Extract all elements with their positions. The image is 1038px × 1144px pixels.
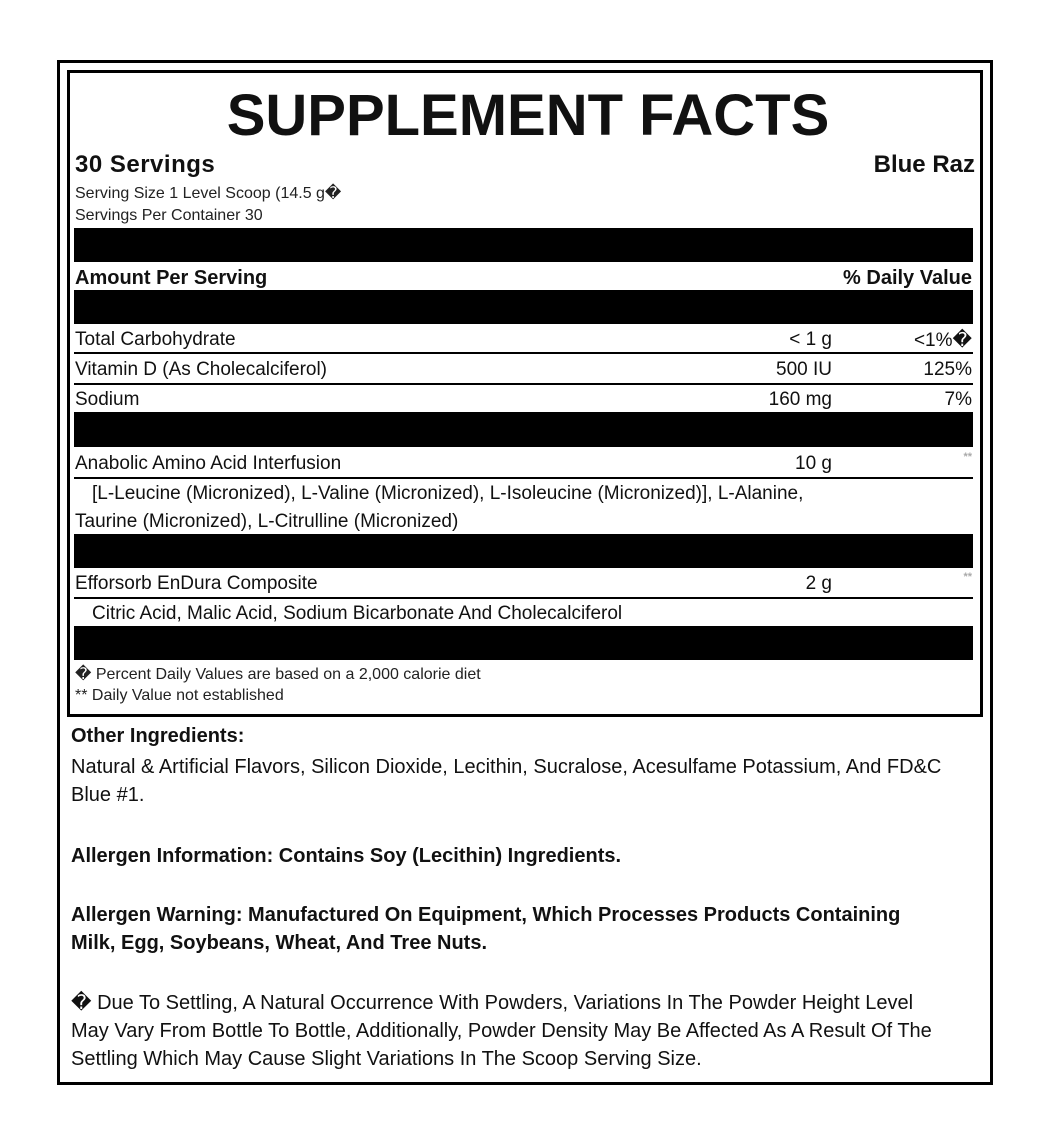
allergen-information: Allergen Information: Contains Soy (Lecithin) Ingredients. [71, 845, 622, 867]
daily-value-label: % Daily Value [843, 267, 972, 289]
blend-name: Efforsorb EnDura Composite [75, 573, 318, 594]
nutrient-dv: 125% [923, 359, 972, 380]
blend-ingredients: Taurine (Micronized), L-Citrulline (Micronized) [75, 511, 459, 532]
panel-title: SUPPLEMENT FACTS [226, 83, 830, 148]
blend-ingredients: [L-Leucine (Micronized), L-Valine (Micronized), L-Isoleucine (Micronized)], L-Alanine, [92, 483, 804, 504]
nutrient-amount: 500 IU [776, 359, 832, 380]
nutrient-name: Vitamin D (As Cholecalciferol) [75, 359, 328, 380]
blend-dv-marker: ** [963, 571, 972, 583]
servings-per-container: Servings Per Container 30 [75, 207, 263, 224]
allergen-warning: Allergen Warning: Manufactured On Equipment, Which Processes Products Containing Milk, Egg, Soybeans, Wheat, And Tree Nuts. [71, 904, 901, 954]
blend-name: Anabolic Amino Acid Interfusion [75, 453, 342, 474]
settling-notice: � Due To Settling, A Natural Occurrence With Powders, Variations In The Powder Height Level May Vary From Bottle To Bottle, Additionally, Powder Density May Be Affected As A Result Of The Settling Which May Cause Slight Variations In The Scoop Serving Size. [71, 992, 932, 1070]
row-divider [74, 352, 973, 354]
nutrient-name: Total Carbohydrate [75, 329, 236, 350]
blend-dv-marker: ** [963, 451, 972, 463]
flavor-name: Blue Raz [873, 151, 975, 178]
nutrient-dv: 7% [944, 389, 972, 410]
blend-amount: 10 g [795, 453, 832, 474]
blend-amount: 2 g [805, 573, 832, 594]
row-divider [74, 597, 973, 599]
footnote-daily-values: � Percent Daily Values are based on a 2,000 calorie diet [75, 666, 481, 683]
row-divider [74, 477, 973, 479]
divider-bar [74, 290, 973, 324]
serving-size: Serving Size 1 Level Scoop (14.5 g� [75, 185, 342, 202]
other-ingredients-heading: Other Ingredients: [71, 725, 245, 747]
divider-bar [74, 534, 973, 568]
amount-per-serving-label: Amount Per Serving [75, 267, 268, 289]
divider-bar [74, 228, 973, 262]
divider-bar [74, 412, 973, 447]
row-divider [74, 383, 973, 385]
nutrient-dv: <1%� [913, 330, 972, 351]
footnote-not-established: ** Daily Value not established [75, 687, 284, 704]
supplement-facts-panel [67, 70, 983, 717]
nutrient-amount: < 1 g [789, 329, 832, 350]
blend-ingredients: Citric Acid, Malic Acid, Sodium Bicarbonate And Cholecalciferol [92, 603, 623, 624]
servings-heading: 30 Servings [75, 151, 216, 178]
nutrient-name: Sodium [75, 389, 140, 410]
other-ingredients-text: Natural & Artificial Flavors, Silicon Dioxide, Lecithin, Sucralose, Acesulfame Potassium, And FD&C Blue #1. [71, 756, 942, 806]
nutrient-amount: 160 mg [768, 389, 832, 410]
divider-bar [74, 626, 973, 660]
